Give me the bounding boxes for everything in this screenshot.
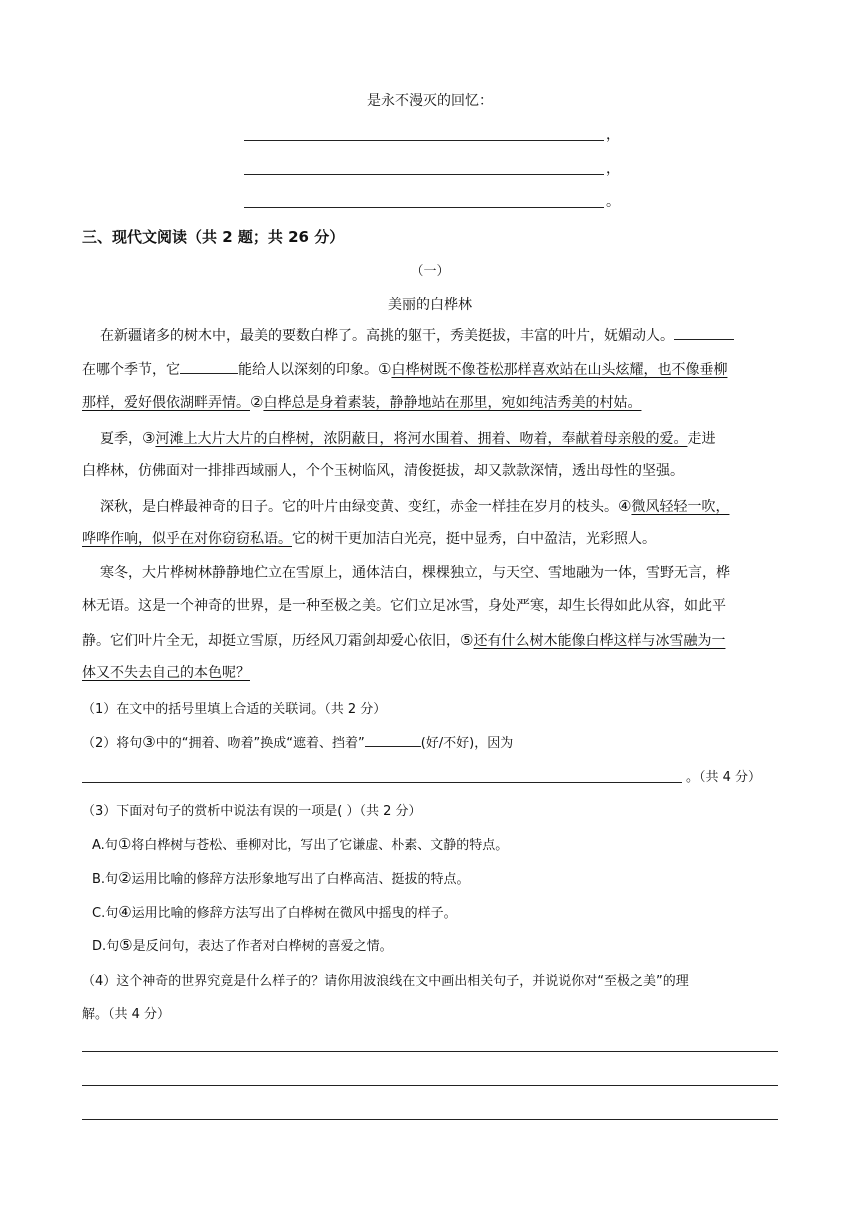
article-text: 走进 [687,431,716,447]
question-4-answer-line-3[interactable] [82,1119,778,1120]
underlined-sentence-5-cont: 体又不失去自己的本色呢？ [82,665,250,681]
question-2-choice-blank[interactable] [365,732,421,747]
poem-blank-ending-3: 。 [606,194,620,210]
article-p2-line1 [100,422,800,456]
article-p2-line2 [82,455,782,488]
question-1: （1）在文中的括号里填上合适的关联词。（共 2 分） [82,702,387,717]
article-text: 深秋，是白桦最神奇的日子。它的叶片由绿变黄、变红，赤金一样挂在岁月的枝头。 [100,499,618,515]
option-number: ② [118,869,132,887]
question-4-answer-line-2[interactable] [82,1085,778,1086]
question-2-end: 。（共 4 分） [686,770,762,785]
article-p1-line3 [82,386,782,420]
question-4-line-1: （4）这个神奇的世界究竟是什么样子的？请你用波浪线在文中画出相关句子，并说说你对“至极之美”的理 [82,974,689,989]
question-3: （3）下面对句子的赏析中说法有误的一项是( ）（共 2 分） [82,804,422,819]
article-title: 美丽的白桦林 [388,297,472,313]
question-2 [82,732,513,751]
article-p4-line2 [82,590,782,623]
question-2-answer-line[interactable] [82,782,682,783]
option-text: 是反问句，表达了作者对白桦树的喜爱之情。 [132,939,393,954]
sentence-number-4: ④ [618,497,632,515]
question-2-text: （2）将句 [82,736,143,751]
question-3-option-d[interactable] [92,935,393,954]
option-text: 运用比喻的修辞方法写出了白桦树在微风中摇曳的样子。 [131,906,457,921]
option-text: 将白桦树与苍松、垂柳对比，写出了它谦虚、朴素、文静的特点。 [131,838,509,853]
option-number: ⑤ [119,936,133,954]
article-text: 在哪个季节，它 [82,362,180,378]
article-text: 白桦林，仿佛面对一排排西域丽人，个个玉树临风，清俊挺拔，却又款款深情，透出母性的坚强。 [82,463,684,479]
article-text: 林无语。这是一个神奇的世界，是一种至极之美。它们立足冰雪，身处严寒，却生长得如此从容，如此平 [82,598,726,614]
section-title: 三、现代文阅读（共 2 题；共 26 分） [82,228,345,246]
poem-blank-line-3[interactable] [244,207,604,208]
sentence-number-2: ② [250,393,264,411]
poem-blank-ending-2: ， [606,161,620,177]
poem-last-line: 是永不漫灭的回忆： [367,93,493,109]
sentence-number-3: ③ [142,429,156,447]
question-2-text-b: 中的“拥着、吻着”换成“遮着、挡着” [155,736,365,751]
option-letter: C.句 [92,906,119,921]
connective-blank-2[interactable] [180,359,238,374]
part-label: （一） [410,264,450,279]
article-p3-line2 [82,523,782,556]
article-p1-line2 [82,353,782,387]
article-p4-line3 [82,624,782,658]
article-text: 夏季， [100,431,142,447]
article-text: 能给人以深刻的印象。 [238,362,378,378]
article-text: 它的树干更加洁白光亮，挺中显秀，白中盈洁，光彩照人。 [292,531,656,547]
underlined-sentence-1-cont: 那样，爱好偎依湖畔弄情。 [82,395,250,411]
option-letter: D.句 [92,939,120,954]
article-p1-line1 [100,320,800,353]
article-text: 在新疆诸多的树木中，最美的要数白桦了。高挑的躯干，秀美挺拔，丰富的叶片，妩媚动人。 [100,328,674,344]
question-3-option-a[interactable] [92,834,508,853]
poem-blank-line-2[interactable] [244,174,604,175]
question-2-number: ③ [142,733,156,751]
underlined-sentence-4: 微风轻轻一吹， [631,499,730,515]
question-4-answer-line-1[interactable] [82,1051,778,1052]
article-p4-line4 [82,657,782,690]
option-letter: A.句 [92,838,118,853]
question-3-option-b[interactable] [92,868,470,887]
poem-blank-ending-1: ， [606,127,620,143]
option-number: ④ [118,903,132,921]
underlined-sentence-4-cont: 哗哗作响，似乎在对你窃窃私语。 [82,531,292,547]
option-number: ① [117,835,132,853]
underlined-sentence-3: 河滩上大片大片的白桦树，浓阴蔽日，将河水围着、拥着、吻着，奉献着母亲般的爱。 [155,431,688,447]
article-text: 寒冬，大片桦树林静静地伫立在雪原上，通体洁白，棵棵独立，与天空、雪地融为一体，雪野无言，桦 [100,565,730,581]
sentence-number-1: ① [378,360,392,378]
article-p4-line1 [100,557,800,590]
connective-blank-1[interactable] [674,325,734,340]
question-4-line-2: 解。（共 4 分） [82,1007,171,1022]
poem-blank-line-1[interactable] [244,140,604,141]
article-text: 静。它们叶片全无，却挺立雪原，历经风刀霜剑却爱心依旧， [82,633,460,649]
question-3-option-c[interactable] [92,902,457,921]
sentence-number-5: ⑤ [460,631,474,649]
option-letter: B.句 [92,872,119,887]
option-text: 运用比喻的修辞方法形象地写出了白桦高洁、挺拔的特点。 [131,872,470,887]
article-p3-line1 [100,490,800,524]
underlined-sentence-1: 白桦树既不像苍松那样喜欢站在山头炫耀，也不像垂柳 [391,362,728,378]
question-2-text-c: (好/不好)，因为 [420,736,514,751]
underlined-sentence-2: 白桦总是身着素装，静静地站在那里，宛如纯洁秀美的村姑。 [263,395,642,411]
underlined-sentence-5: 还有什么树木能像白桦这样与冰雪融为一 [473,633,726,649]
